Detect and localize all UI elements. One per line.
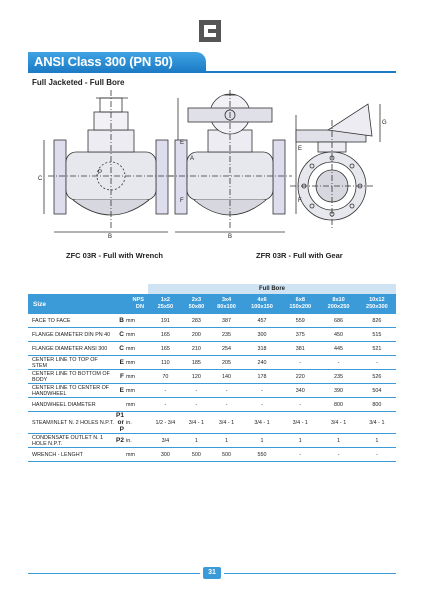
table-cell: 1/2 - 3/4 bbox=[148, 412, 183, 434]
table-cell: 826 bbox=[358, 314, 396, 328]
row-unit: in. bbox=[126, 434, 148, 448]
row-symbol: C bbox=[114, 342, 126, 356]
table-cell: 1 bbox=[243, 434, 281, 448]
table-cell: - bbox=[319, 356, 357, 370]
column-header: 3x4 80x100 bbox=[210, 294, 243, 314]
table-cell: 1 bbox=[319, 434, 357, 448]
table-cell: - bbox=[210, 398, 243, 412]
table-cell: - bbox=[358, 356, 396, 370]
table-cell: 521 bbox=[358, 342, 396, 356]
table-cell: 3/4 - 1 bbox=[183, 412, 210, 434]
row-label: FACE TO FACE bbox=[28, 314, 114, 328]
table-cell: 1 bbox=[210, 434, 243, 448]
table-cell: 390 bbox=[319, 384, 357, 398]
dim-label-b: B bbox=[108, 234, 113, 240]
row-label: STEAM/INLET N. 2 HOLES N.P.T. bbox=[28, 412, 114, 434]
table-cell: - bbox=[148, 384, 183, 398]
dim-label-c: C bbox=[38, 176, 43, 182]
row-symbol bbox=[114, 398, 126, 412]
row-symbol: P1 or P bbox=[114, 412, 126, 434]
table-cell: 445 bbox=[319, 342, 357, 356]
table-cell: - bbox=[281, 448, 319, 462]
row-symbol: B bbox=[114, 314, 126, 328]
table-cell: 1 bbox=[281, 434, 319, 448]
table-cell: 3/4 - 1 bbox=[319, 412, 357, 434]
caption-wrench: ZFC 03R - Full with Wrench bbox=[66, 251, 163, 260]
table-cell: 3/4 - 1 bbox=[243, 412, 281, 434]
table-cell: 1 bbox=[183, 434, 210, 448]
row-symbol: F bbox=[114, 370, 126, 384]
table-cell: 110 bbox=[148, 356, 183, 370]
table-cell: 515 bbox=[358, 328, 396, 342]
row-symbol: E bbox=[114, 356, 126, 370]
table-cell: 457 bbox=[243, 314, 281, 328]
table-cell: 1 bbox=[358, 434, 396, 448]
table-cell: 800 bbox=[319, 398, 357, 412]
table-cell: 450 bbox=[319, 328, 357, 342]
table-cell: 200 bbox=[183, 328, 210, 342]
table-cell: 191 bbox=[148, 314, 183, 328]
row-label: CENTER LINE TO CENTER OF HANDWHEEL bbox=[28, 384, 114, 398]
company-logo bbox=[199, 20, 221, 42]
footer-rule-left bbox=[28, 573, 200, 574]
table-row bbox=[28, 448, 396, 462]
row-unit: mm bbox=[126, 342, 148, 356]
table-cell: - bbox=[243, 384, 281, 398]
row-label: CONDENSATE OUTLET N. 1 HOLE N.P.T. bbox=[28, 434, 114, 448]
column-header: 1x2 25x50 bbox=[148, 294, 183, 314]
table-cell: 800 bbox=[358, 398, 396, 412]
row-symbol: C bbox=[114, 328, 126, 342]
row-label: WRENCH - LENGHT bbox=[28, 448, 114, 462]
table-cell: 686 bbox=[319, 314, 357, 328]
nps-label: NPS bbox=[132, 297, 144, 303]
dim-label-a: A bbox=[190, 156, 195, 162]
nps-dn-header bbox=[114, 294, 148, 314]
table-cell: 500 bbox=[210, 448, 243, 462]
table-row bbox=[28, 412, 396, 434]
dim-label-g: G bbox=[382, 120, 387, 126]
column-header: 10x12 250x300 bbox=[358, 294, 396, 314]
column-header: 8x10 200x250 bbox=[319, 294, 357, 314]
title-underline bbox=[28, 71, 396, 73]
row-label: CENTER LINE TO TOP OF STEM bbox=[28, 356, 114, 370]
table-cell: 235 bbox=[319, 370, 357, 384]
table-cell: 300 bbox=[148, 448, 183, 462]
table-cell: 504 bbox=[358, 384, 396, 398]
table-cell: 3/4 - 1 bbox=[210, 412, 243, 434]
table-cell: - bbox=[243, 398, 281, 412]
table-cell: 387 bbox=[210, 314, 243, 328]
table-cell: - bbox=[358, 448, 396, 462]
table-cell: - bbox=[281, 356, 319, 370]
row-unit: mm bbox=[126, 398, 148, 412]
table-row bbox=[28, 356, 396, 370]
table-cell: 120 bbox=[183, 370, 210, 384]
row-unit: mm bbox=[126, 448, 148, 462]
column-header: 4x6 100x150 bbox=[243, 294, 281, 314]
table-cell: 3/4 - 1 bbox=[281, 412, 319, 434]
table-cell: 375 bbox=[281, 328, 319, 342]
row-unit: in. bbox=[126, 412, 148, 434]
table-cell: 340 bbox=[281, 384, 319, 398]
row-label: CENTER LINE TO BOTTOM OF BODY bbox=[28, 370, 114, 384]
row-unit: mm bbox=[126, 356, 148, 370]
table-row bbox=[28, 384, 396, 398]
table-cell: - bbox=[148, 398, 183, 412]
size-header: Size bbox=[28, 294, 114, 314]
page-number: 31 bbox=[203, 567, 221, 579]
wrench-valve-side-view bbox=[44, 90, 178, 232]
table-body bbox=[28, 314, 396, 462]
table-cell: - bbox=[319, 448, 357, 462]
valve-drawings bbox=[28, 90, 398, 240]
table-row bbox=[28, 314, 396, 328]
table-cell: 240 bbox=[243, 356, 281, 370]
gear-valve-end-view bbox=[290, 104, 380, 230]
table-group-header-row bbox=[28, 284, 396, 294]
dim-label-b2: B bbox=[228, 234, 233, 240]
table-cell: - bbox=[281, 398, 319, 412]
table-cell: 70 bbox=[148, 370, 183, 384]
table-cell: 526 bbox=[358, 370, 396, 384]
table-cell: 140 bbox=[210, 370, 243, 384]
table-cell: - bbox=[210, 384, 243, 398]
table-cell: 165 bbox=[148, 342, 183, 356]
dim-label-f2: F bbox=[298, 198, 302, 204]
column-header: 2x3 50x80 bbox=[183, 294, 210, 314]
row-unit: mm bbox=[126, 384, 148, 398]
row-symbol: E bbox=[114, 384, 126, 398]
page-title: ANSI Class 300 (PN 50) bbox=[28, 52, 206, 72]
table-header-row bbox=[28, 294, 396, 314]
table-row bbox=[28, 398, 396, 412]
table-row bbox=[28, 342, 396, 356]
table-cell: 283 bbox=[183, 314, 210, 328]
table-cell: 318 bbox=[243, 342, 281, 356]
table-cell: 550 bbox=[243, 448, 281, 462]
row-unit: mm bbox=[126, 370, 148, 384]
row-symbol bbox=[114, 448, 126, 462]
table-cell: 254 bbox=[210, 342, 243, 356]
table-cell: 381 bbox=[281, 342, 319, 356]
dimensions-table bbox=[28, 284, 396, 462]
row-symbol: P2 bbox=[114, 434, 126, 448]
table-cell: 300 bbox=[243, 328, 281, 342]
table-row bbox=[28, 434, 396, 448]
table-cell: 205 bbox=[210, 356, 243, 370]
table-cell: - bbox=[183, 398, 210, 412]
table-cell: 220 bbox=[281, 370, 319, 384]
table-cell: 210 bbox=[183, 342, 210, 356]
dn-label: DN bbox=[135, 304, 144, 310]
table-cell: 559 bbox=[281, 314, 319, 328]
row-label: FLANGE DIAMETER ANSI 300 bbox=[28, 342, 114, 356]
dim-label-p: P bbox=[98, 170, 103, 176]
table-cell: 165 bbox=[148, 328, 183, 342]
caption-gear: ZFR 03R - Full with Gear bbox=[256, 251, 343, 260]
column-header: 6x8 150x200 bbox=[281, 294, 319, 314]
full-bore-header: Full Bore bbox=[148, 284, 396, 294]
table-cell: 500 bbox=[183, 448, 210, 462]
row-label: FLANGE DIAMETER DIN PN 40 bbox=[28, 328, 114, 342]
table-cell: 3/4 bbox=[148, 434, 183, 448]
dim-label-e: E bbox=[180, 140, 185, 146]
table-row bbox=[28, 328, 396, 342]
table-row bbox=[28, 370, 396, 384]
table-cell: 178 bbox=[243, 370, 281, 384]
page-subtitle: Full Jacketed - Full Bore bbox=[32, 78, 125, 87]
row-unit: mm bbox=[126, 314, 148, 328]
table-cell: 235 bbox=[210, 328, 243, 342]
table-cell: 3/4 - 1 bbox=[358, 412, 396, 434]
table-cell: - bbox=[183, 384, 210, 398]
dim-label-f: F bbox=[180, 198, 184, 204]
dim-label-e2: E bbox=[298, 146, 303, 152]
table-cell: 185 bbox=[183, 356, 210, 370]
row-label: HANDWHEEL DIAMETER bbox=[28, 398, 114, 412]
footer-rule-right bbox=[224, 573, 396, 574]
gear-valve-side-view bbox=[168, 90, 296, 232]
row-unit: mm bbox=[126, 328, 148, 342]
